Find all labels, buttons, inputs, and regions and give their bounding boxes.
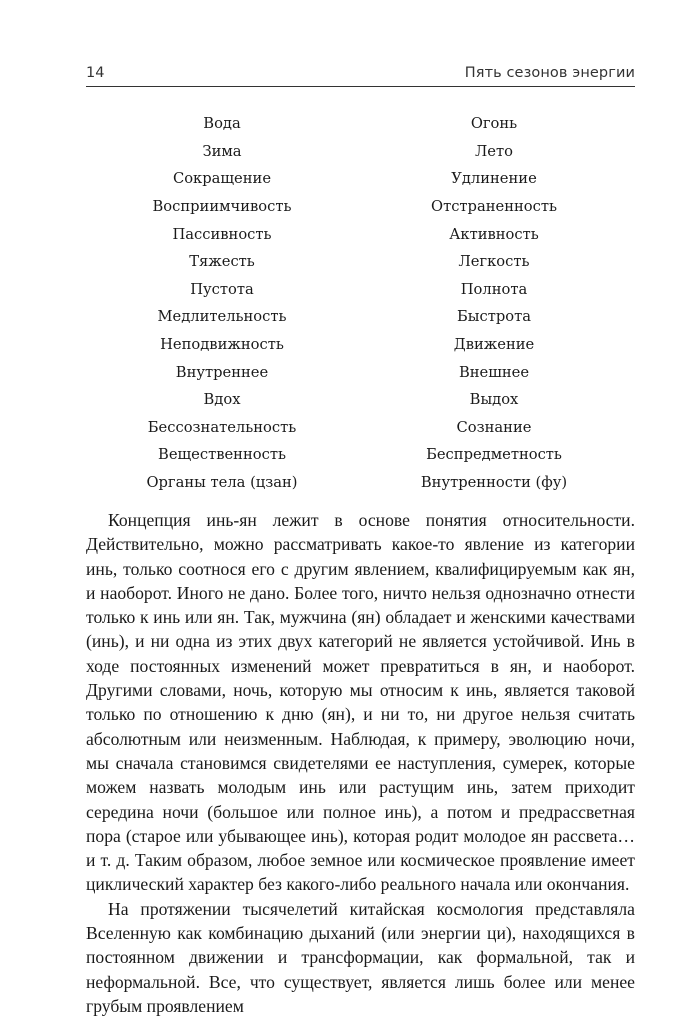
yin-yang-pairs-list (86, 110, 635, 496)
yin-term: Неподвижность (160, 336, 284, 354)
yang-term: Выдох (469, 391, 519, 409)
yang-term: Лето (475, 142, 513, 160)
yang-term: Движение (453, 336, 535, 354)
yin-term: Вещественность (158, 446, 286, 464)
yin-term: Внутреннее (175, 363, 269, 381)
page-number: 14 (86, 65, 105, 81)
yang-term: Полнота (460, 280, 528, 298)
paragraph: Концепция инь-ян лежит в основе понятия относительности. Действительно, можно рассматривать какое-то явление из категории инь, только соотнося его с другим явлением, квалифицируемым как ян, и наоборот. Иного не дано. Более того, ничто нельзя однозначно отнести только к инь или ян. Так, мужчина (ян) обладает и женскими качествами (инь), и ни одна из этих двух категорий не является устойчивой. Инь в ходе постоянных изменений может превратиться в ян, и наоборот. Другими словами, ночь, которую мы относим к инь, является таковой только по отношению к дню (ян), и ни то, ни другое нельзя считать абсолютным или неизменным. Наблюдая, к примеру, эволюцию ночи, мы сначала становимся свидетелями ее наступления, сумерек, которые можем назвать молодым инь или растущим инь, затем приходит середина ночи (большое или полное инь), а потом и предрассветная пора (старое или убывающее инь), которая родит молодое ян рассвета… и т. д. Таким образом, любое земное или космическое проявление имеет циклический характер без какого-либо реального начала или окончания. (86, 510, 635, 895)
yang-term: Беспредметность (426, 446, 562, 464)
pair-row (86, 358, 635, 386)
yin-term: Зима (202, 142, 242, 160)
pair-row (86, 469, 635, 497)
yin-term: Восприимчивость (152, 198, 292, 216)
yang-term: Сознание (456, 418, 532, 436)
pair-row (86, 331, 635, 359)
yin-term: Медлительность (157, 308, 287, 326)
yang-term: Отстраненность (431, 198, 557, 216)
page-header (86, 62, 635, 87)
yin-term: Бессознательность (147, 418, 297, 436)
pair-row (86, 110, 635, 138)
pair-row (86, 220, 635, 248)
pair-row (86, 386, 635, 414)
yin-term: Вдох (203, 391, 241, 409)
yin-term: Органы тела (цзан) (146, 474, 298, 492)
yang-term: Внутренности (фу) (420, 474, 568, 492)
yang-term: Активность (449, 225, 539, 243)
yang-term: Огонь (470, 115, 518, 133)
yang-term: Внешнее (458, 363, 530, 381)
yin-term: Вода (203, 115, 241, 133)
yin-term: Тяжесть (189, 253, 255, 271)
yang-term: Легкость (458, 253, 530, 271)
pair-row (86, 165, 635, 193)
running-title: Пять сезонов энергии (464, 65, 635, 81)
paragraph: На протяжении тысячелетий китайская космология представляла Вселенную как комбинацию дыханий (или энергии ци), находящихся в постоянном движении и трансформации, как формальной, так и неформальной. Все, что существует, является лишь более или менее грубым проявлением (86, 898, 635, 1016)
yin-term: Пустота (190, 280, 254, 298)
pair-row (86, 303, 635, 331)
yin-term: Сокращение (172, 170, 272, 188)
body-text (86, 508, 635, 1018)
pair-row (86, 441, 635, 469)
pair-row (86, 248, 635, 276)
yang-term: Быстрота (457, 308, 531, 326)
pair-row (86, 276, 635, 304)
pair-row (86, 138, 635, 166)
yin-term: Пассивность (172, 225, 272, 243)
pair-row (86, 414, 635, 442)
pair-row (86, 193, 635, 221)
yang-term: Удлинение (451, 170, 537, 188)
